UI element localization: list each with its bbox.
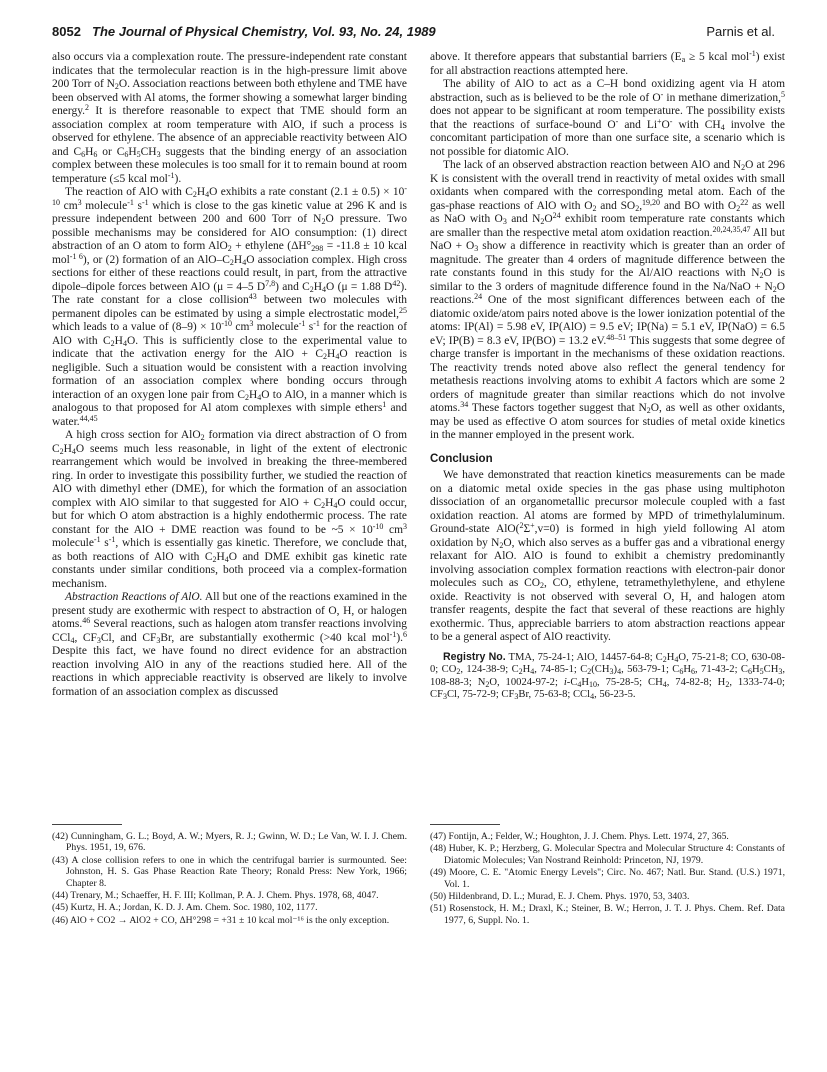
paragraph: The ability of AlO to act as a C–H bond oxidizing agent via H atom abstraction, such as is believed to be the role of O- in methane dimerization,$^5$ does not appear to be significant at room temperature. The possibility exists that the reactions of surface-bound O- and Li+O- with $CH_4$ involve the concomitant participation of more than one surface site, a scenario which is not possible for diatomic AlO. [430, 78, 785, 158]
footnotes-right [430, 831, 785, 927]
right-column [430, 51, 785, 702]
page-number: 8052 [52, 24, 81, 39]
paragraph: A high cross section for AlO$_2$ formation via direct abstraction of O from $C_2H_4O$ seems much less reasonable, in light of the extent of electronic rearrangement which would be involved in breaking the three-membered ring. In order to investigate this possibility further, we studied the reaction of AlO with dimethyl ether (DME), for which the formation of an association complex with AlO similar to that suggested for AlO + $C_2H_4O$ could occur, but for which O atom abstraction is a highly endothermic process. The rate constant for the AlO + DME reaction was found to be ~5 × $10^{-10}$ $cm^3$ molecule$^{-1}$ $s^{-1}$, which is essentially gas kinetic. Therefore, we conclude that, as both reactions of AlO with $C_2H_4O$ and DME exhibit gas kinetic rate constants under similar conditions, both proceed via a complex-formation mechanism. [52, 429, 408, 590]
footnote: (47) Fontijn, A.; Felder, W.; Houghton, J. J. Chem. Phys. Lett. 1974, 27, 365. [430, 831, 729, 842]
running-authors: Parnis et al. [706, 24, 775, 39]
journal-title: The Journal of Physical Chemistry, Vol. 93, No. 24, 1989 [92, 24, 436, 39]
footnotes-left [52, 831, 407, 927]
paragraph: above. It therefore appears that substantial barriers ($E_a \ge 5$ kcal mol$^{-1}$) exist for all abstraction reactions attempted here. [430, 49, 785, 77]
running-header [52, 24, 775, 44]
paragraph: Abstraction Reactions of AlO. All but one of the reactions examined in the present study are exothermic with respect to abstraction of O, H, or halogen atoms.$^{46}$ Several reactions, such as halogen atom transfer reactions involving CCl$_4$, $CF_3Cl$, and $CF_3Br$, are substantially exothermic (>40 kcal mol$^{-1}$).$^6$ Despite this fact, we have found no direct evidence for an abstraction reaction involving AlO in any of the reactions studied here. All of the reactions in which appreciable reactivity is observed are likely to involve formation of an association complex as discussed [52, 591, 408, 698]
footnote: (45) Kurtz, H. A.; Jordan, K. D. J. Am. Chem. Soc. 1980, 102, 1177. [52, 902, 318, 914]
footnote-rule [52, 824, 122, 825]
footnote: (49) Moore, C. E. "Atomic Energy Levels"; Circ. No. 467; Natl. Bur. Stand. (U.S.) 1971, Vol. 1. [430, 867, 785, 890]
section-heading: Conclusion [430, 452, 493, 465]
footnote: (48) Huber, K. P.; Herzberg, G. Molecular Spectra and Molecular Structure 4: Constants of Diatomic Molecules; Van Nostrand Reinhold: Princeton, NJ, 1979. [430, 843, 785, 866]
footnote: (51) Rosenstock, H. M.; Draxl, K.; Steiner, B. W.; Herron, J. T. J. Phys. Chem. Ref. Data 1977, 6, Suppl. No. 1. [430, 903, 785, 926]
registry-numbers: Registry No. TMA, 75-24-1; AlO, 14457-64-8; $C_2H_4O$, 75-21-8; CO, 630-08-0; $CO_2$, 124-38-9; $C_2H_4$, 74-85-1; $C_2(CH_3)_4$, 563-79-1; $C_6H_6$, 71-43-2; $C_6H_5CH_3$, 108-88-3; $N_2O$, 10024-97-2; $i-C_4H_{10}$, 75-28-5; $CH_4$, 74-82-8; $H_2$, 1333-74-0; $CF_3Cl$, 75-72-9; $CF_3Br$, 75-63-8; CCl$_4$, 56-23-5. [430, 650, 786, 702]
footnote: (50) Hildenbrand, D. L.; Murad, E. J. Chem. Phys. 1970, 53, 3403. [430, 891, 690, 903]
paragraph: The reaction of AlO with $C_2H_4O$ exhibits a rate constant $(2.1 \pm 0.5) \times 10^{-10}$ $cm^3$ molecule$^{-1}$ $s^{-1}$ which is close to the gas kinetic value at 296 K and is pressure independent between 200 and 600 Torr of $N_2O$ pressure. Two possible mechanisms may be considered for AlO consumption: (1) direct abstraction of an O atom to form AlO$_2$ + ethylene ($\Delta H^\circ_{298} = -11.8 \pm 10$ kcal mol$^{-1 6}$), or (2) formation of an AlO–$C_2H_4O$ association complex. High cross sections for either of these reactions could result, in part, from the attractive dipole–dipole forces between AlO (μ = 4–5 D$^{7,8}$) and $C_2H_4O$ (μ = 1.88 $D^{42}$). The rate constant for a close collision$^{43}$ between two molecules with permanent dipoles can be estimated by using a simple electrostatic model,$^{25}$ which leads to a value of $(8-9) \times 10^{-10}$ $cm^3$ molecule$^{-1}$ $s^{-1}$ for the reaction of AlO with $C_2H_4O$. This is sufficiently close to the experimental value to indicate that the activation energy for the AlO + $C_2H_4O$ reaction is negligible. Such a situation would be consistent with a reaction involving formation of an association complex where bonding occurs through interaction of an oxygen lone pair from $C_2H_4O$ to AlO, in a manner which is analogous to that proposed for Al atom complexes with simple ethers$^1$ and water.$^{44,45}$ [52, 184, 408, 428]
paragraph: The lack of an observed abstraction reaction between AlO and $N_2O$ at 296 K is consistent with the overall trend in reactivity of metal oxides with small oxidants when compared with the corresponding metal atom. Each of the gas-phase reactions of AlO with $O_2$ and $SO_2,^{19,20}$ and BO with $O_2^{22}$ as well as NaO with $O_3$ and $N_2O^{24}$ exhibit room temperature rate constants which are smaller than the respective metal atom oxidation reaction.$^{20,24,35,47}$ All but NaO + $O_3$ show a difference in reactivity which is greater than an order of magnitude. The greater than 4 orders of magnitude difference between the rate constants found in this study for the Al/AlO reactions with $N_2O$ is similar to the 3 orders of magnitude difference found in the $Na/NaO + N_2O$ reactions.$^{24}$ One of the most significant differences between each of the diatomic oxide/atom pairs noted above is the lower ionization potential of the atoms: IP(Al) = 5.98 eV, IP(AlO) = 9.5 eV; IP(Na) = 5.1 eV, IP(NaO) = 6.5 eV; IP(B) = 8.3 eV, IP(BO) = 13.2 eV.$^{48-51}$ This suggests that some degree of charge transfer is important in the mechanisms of these oxidation reactions. The reactivity trends noted above also reflect the general tendency for metathesis reactions involving atoms to exhibit A factors which are some 2 orders of magnitude greater than similar reactions which do not involve atoms.$^{34}$ These factors together suggest that $N_2O$, as well as other oxidants, may be used as effective O atom sources for studies of metal oxide kinetics in the manner employed in the present work. [430, 159, 786, 441]
footnote-rule [430, 824, 500, 825]
left-column [52, 51, 407, 699]
footnote: (42) Cunningham, G. L.; Boyd, A. W.; Myers, R. J.; Gwinn, W. D.; Le Van, W. I. J. Chem. Phys. 1951, 19, 676. [52, 831, 407, 854]
paragraph: also occurs via a complexation route. The pressure-independent rate constant indicates that the termolecular reaction is in the high-pressure limit above 200 Torr of $N_2O$. Association reactions between both ethylene and TME have been observed with Al atoms, the former showing a somewhat larger binding energy.$^2$ It is therefore reasonable to expect that TME should form an association complex at room temperature with AlO, if such a process is observed for ethylene. The absence of an appreciable reactivity between AlO and $C_6H_6$ or $C_6H_5CH_3$ suggests that the binding energy of an association complex between these molecules is too small for it to remain bound at room temperature (≤5 kcal mol$^{-1}$). [52, 51, 407, 185]
footnote: (46) AlO + CO2 → AlO2 + CO, ΔH°298 = +31 ± 10 kcal mol⁻¹⁶ is the only exception. [52, 914, 390, 926]
footnote: (44) Trenary, M.; Schaeffer, H. F. III; Kollman, P. A. J. Chem. Phys. 1978, 68, 4047. [52, 890, 379, 902]
footnote: (43) A close collision refers to one in which the centrifugal barrier is surmounted. See: Johnston, H. S. Gas Phase Reaction Rate Theory; Ronald Press: New York, 1966; Chapter 8. [52, 854, 407, 889]
paragraph: We have demonstrated that reaction kinetics measurements can be made on a diatomic metal oxide species in the gas phase using multiphoton dissociation of an organometallic precursor molecule coupled with a fast oxidation reaction. Al atoms are formed by MPD of trimethylaluminum. Ground-state AlO($^2$Σ+,v=0) is formed in high yield following Al atom oxidation by $N_2O$, which also serves as a buffer gas and a vibrational energy relaxant for AlO. AlO is found to exhibit a chemistry predominantly involving association complex formation reactions with electron-pair donor molecules such as $CO_2$, CO, ethylene, tetramethylethylene, and ethylene oxide. Reactivity is not observed with several O, H, and halogen atom transfer reagents, despite the fact that several of these reactions are highly exothermic. Thus, appreciable barriers to atom abstraction reactions appear to be a general aspect of AlO reactivity. [430, 469, 785, 643]
